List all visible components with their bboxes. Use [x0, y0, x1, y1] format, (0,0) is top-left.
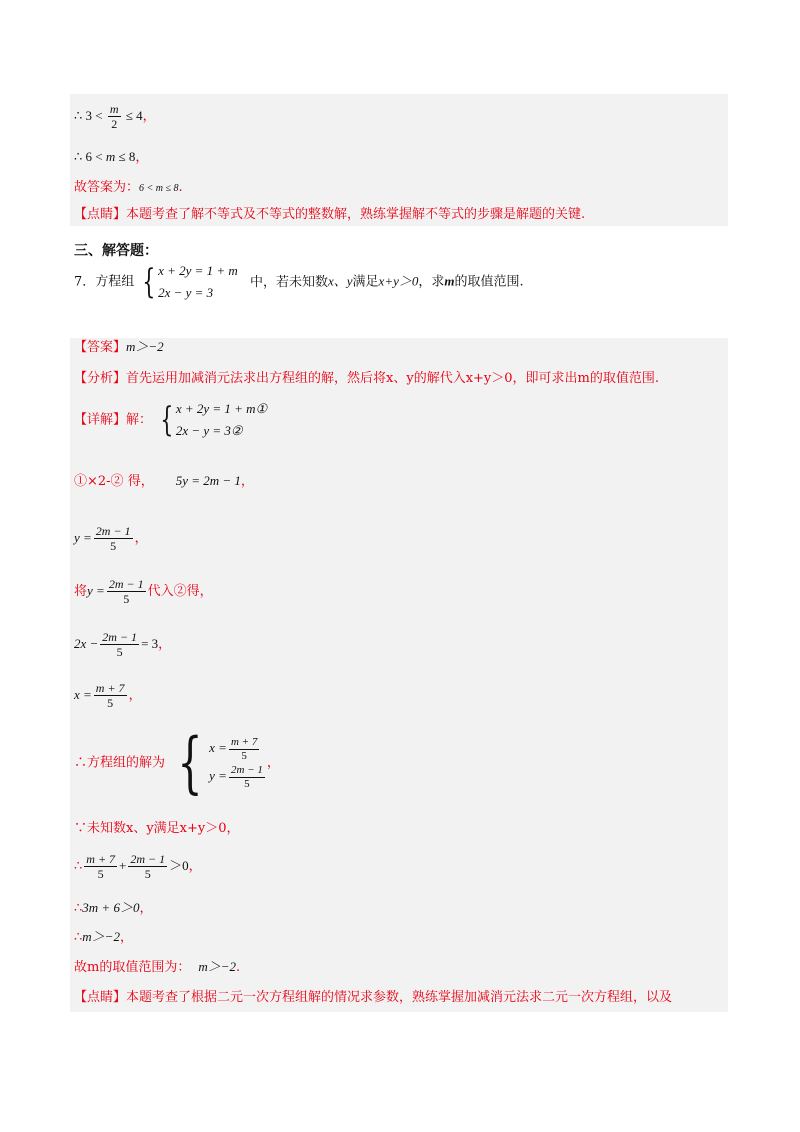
answer-line: 故答案为：6 < m ≤ 8.	[74, 180, 183, 195]
detail-line: 【详解】解： { x + 2y = 1 + m① 2x − y = 3②	[74, 400, 268, 440]
comment-line-bottom: 【点睛】本题考查了根据二元一次方程组解的情况求参数，熟练掌握加减消元法求二元一次方程组，以及	[74, 990, 673, 1005]
fraction-m-over-2: $\frac{m}{2}$	[109, 102, 119, 131]
question-7: 7．方程组 { x + 2y = 1 + m 2x − y = 3 中，若未知数x、y满足x+y＞0，求m的取值范围.	[74, 262, 524, 302]
final-answer: 故m的取值范围为： m＞−2.	[74, 959, 241, 975]
because-line: ∵未知数x、y满足x+y＞0，	[74, 821, 240, 836]
left-brace: {	[160, 400, 174, 440]
section-title: 三、解答题：	[74, 243, 158, 259]
sum-inequality: ∴ $\frac{m + 7}{5}$ + $\frac{2m - 1}{5}$ ＞0，	[74, 852, 202, 881]
analysis-line: 【分析】首先运用加减消元法求出方程组的解，然后将x、y的解代入x+y＞0，即可求出m的取值范围.	[74, 371, 659, 386]
inequality-line-2: ∴ 6 < m ≤ 8，	[74, 149, 149, 165]
solution-system: x = $\frac{m + 7}{5}$ y = $\frac{2m - 1}{5}$	[209, 736, 263, 790]
x-solution: x = $\frac{m + 7}{5}$ ，	[74, 681, 142, 710]
elimination-step: ①×2-② 得， 5y = 2m − 1，	[74, 473, 254, 489]
inequality-line-1: ∴ 3 < $\frac{m}{2}$ ≤ 4，	[74, 102, 156, 131]
inequality-3m: ∴3m + 6＞0，	[74, 900, 153, 916]
answer-line-q7: 【答案】m＞−2	[74, 339, 164, 355]
left-brace: {	[177, 724, 203, 801]
inequality-m: ∴m＞−2，	[74, 929, 133, 945]
equation-3: 2x − $\frac{2m - 1}{5}$ = 3，	[74, 630, 172, 659]
detail-equation-system: x + 2y = 1 + m① 2x − y = 3②	[175, 401, 268, 438]
substitution-line: 将y = $\frac{2m - 1}{5}$ 代入②得，	[74, 577, 213, 606]
comment-line-top: 【点睛】本题考查了解不等式及不等式的整数解，熟练掌握解不等式的步骤是解题的关键.	[74, 207, 586, 222]
equation-system: x + 2y = 1 + m 2x − y = 3	[158, 263, 238, 300]
y-solution: y = $\frac{2m - 1}{5}$ ，	[74, 524, 148, 553]
left-brace: {	[142, 262, 156, 302]
system-solution: ∴方程组的解为 { x = $\frac{m + 7}{5}$ y = $\frac{2m - 1}{5}$ ，	[74, 724, 280, 801]
